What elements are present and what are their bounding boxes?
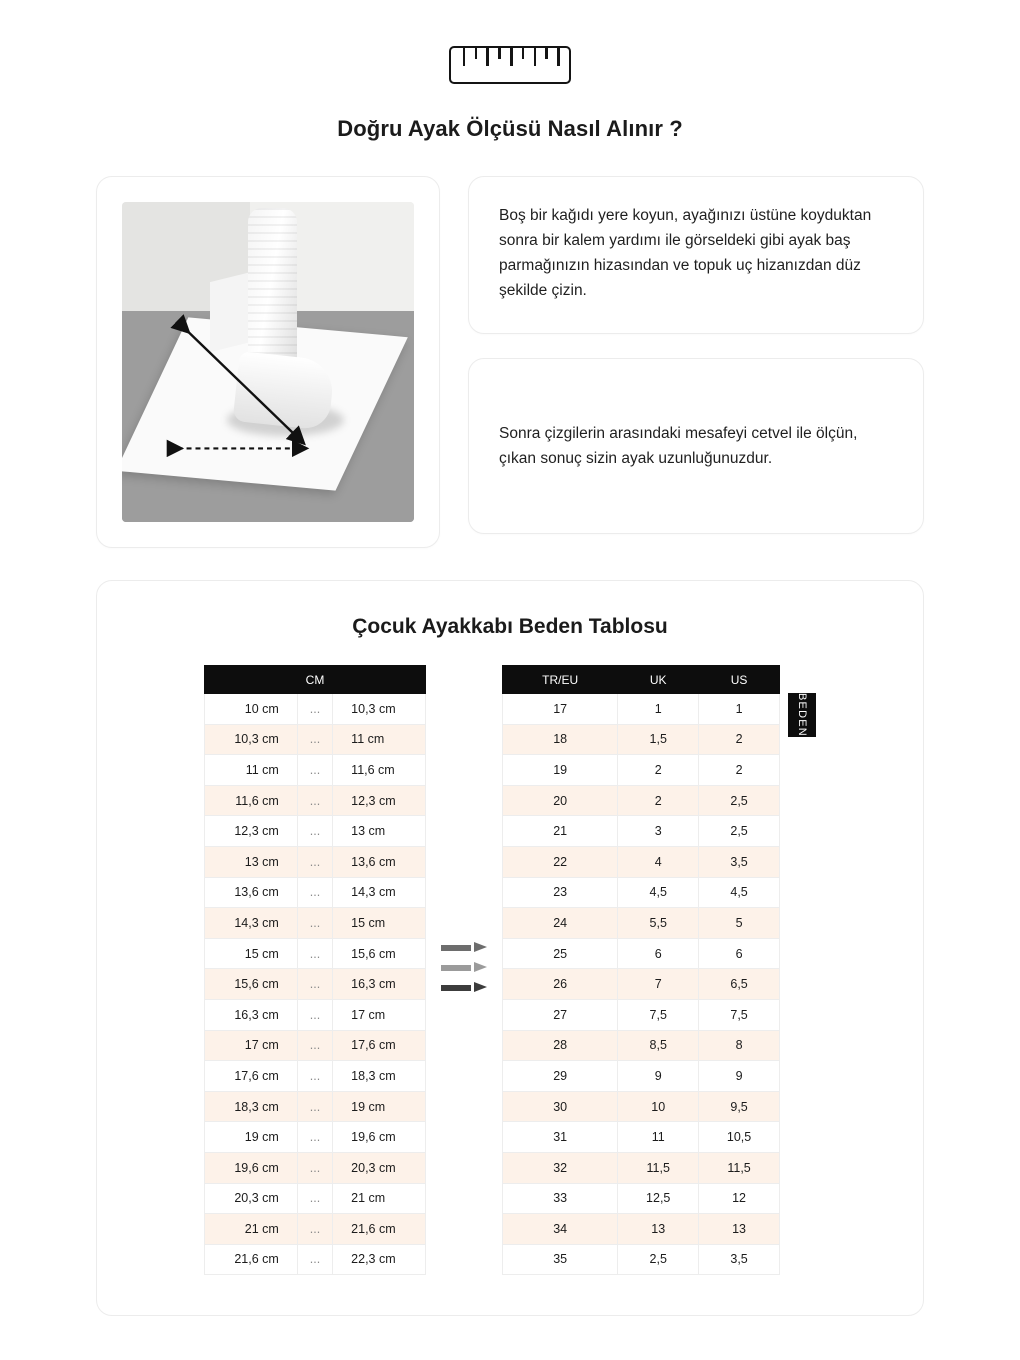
cm-min-cell: 13 cm (205, 846, 298, 877)
cm-dots-cell: ... (297, 1061, 332, 1092)
ruler-tick (498, 48, 501, 59)
size-cell: 8,5 (618, 1030, 699, 1061)
table-row (205, 1122, 426, 1153)
size-cell: 7,5 (618, 999, 699, 1030)
cm-max-cell: 15,6 cm (333, 938, 426, 969)
table-row (205, 908, 426, 939)
instruction-step-1: Boş bir kağıdı yere koyun, ayağınızı üstüne koyduktan sonra bir kalem yardımı ile görseldeki gibi ayak baş parmağınızın hizasından ve topuk uç hizanızdan düz şekilde çizin. (468, 176, 924, 334)
table-row (205, 877, 426, 908)
table-row (503, 1244, 780, 1275)
cm-min-cell: 11 cm (205, 755, 298, 786)
cm-min-cell: 18,3 cm (205, 1091, 298, 1122)
table-row (503, 1214, 780, 1245)
cm-min-cell: 21,6 cm (205, 1244, 298, 1275)
table-row (205, 1214, 426, 1245)
table-row (205, 816, 426, 847)
size-table-title: Çocuk Ayakkabı Beden Tablosu (352, 615, 668, 638)
size-cell: 3,5 (699, 1244, 780, 1275)
size-cell: 18 (503, 724, 618, 755)
arrow-icon-3 (441, 982, 487, 993)
size-cell: 8 (699, 1030, 780, 1061)
size-cell: 7,5 (699, 999, 780, 1030)
table-row (503, 1091, 780, 1122)
size-cell: 5 (699, 908, 780, 939)
cm-max-cell: 22,3 cm (333, 1244, 426, 1275)
table-row (205, 724, 426, 755)
cm-min-cell: 15 cm (205, 938, 298, 969)
table-row (205, 999, 426, 1030)
size-cell: 3,5 (699, 846, 780, 877)
size-cell: 35 (503, 1244, 618, 1275)
page-title: Doğru Ayak Ölçüsü Nasıl Alınır ? (337, 116, 683, 141)
cm-dots-cell: ... (297, 1091, 332, 1122)
cm-max-cell: 10,3 cm (333, 694, 426, 725)
cm-dots-cell: ... (297, 938, 332, 969)
cm-dots-cell: ... (297, 1122, 332, 1153)
size-cell: 4,5 (618, 877, 699, 908)
table-row (503, 1183, 780, 1214)
cm-dots-cell: ... (297, 694, 332, 725)
size-cell: 34 (503, 1214, 618, 1245)
cm-dots-cell: ... (297, 816, 332, 847)
tables-row (97, 665, 923, 1275)
size-cell: 9,5 (699, 1091, 780, 1122)
size-cell: 9 (618, 1061, 699, 1092)
cm-table (204, 665, 426, 1275)
cm-table-body (205, 694, 426, 1275)
table-row (205, 1091, 426, 1122)
cm-table-header: CM (205, 666, 426, 694)
table-row (503, 1030, 780, 1061)
cm-min-cell: 14,3 cm (205, 908, 298, 939)
cm-dots-cell: ... (297, 1214, 332, 1245)
size-cell: 6 (618, 938, 699, 969)
foot-measure-photo (122, 202, 414, 522)
size-cell: 11 (618, 1122, 699, 1153)
size-conversion-table (502, 665, 780, 1275)
table-row (503, 846, 780, 877)
cm-dots-cell: ... (297, 877, 332, 908)
table-row (205, 1061, 426, 1092)
table-row (503, 1061, 780, 1092)
cm-min-cell: 20,3 cm (205, 1183, 298, 1214)
table-row (205, 694, 426, 725)
size-cell: 17 (503, 694, 618, 725)
arrow-icon-2 (441, 962, 487, 973)
cm-min-cell: 13,6 cm (205, 877, 298, 908)
size-cell: 5,5 (618, 908, 699, 939)
table-row (205, 755, 426, 786)
cm-max-cell: 16,3 cm (333, 969, 426, 1000)
ruler-tick (463, 48, 466, 66)
table-row (503, 908, 780, 939)
size-cell: 20 (503, 785, 618, 816)
table-row (503, 724, 780, 755)
table-row (205, 938, 426, 969)
cm-max-cell: 18,3 cm (333, 1061, 426, 1092)
table-row (503, 1152, 780, 1183)
cm-min-cell: 21 cm (205, 1214, 298, 1245)
size-table-header-row (503, 666, 780, 694)
ruler-tick (510, 48, 513, 66)
size-cell: 12 (699, 1183, 780, 1214)
ruler-tick (557, 48, 560, 66)
cm-min-cell: 15,6 cm (205, 969, 298, 1000)
cm-min-cell: 19 cm (205, 1122, 298, 1153)
size-table-header-cell: TR/EU (503, 666, 618, 694)
table-row (503, 816, 780, 847)
cm-dots-cell: ... (297, 846, 332, 877)
size-cell: 11,5 (618, 1152, 699, 1183)
size-cell: 1 (699, 694, 780, 725)
ruler-tick (534, 48, 537, 66)
size-cell: 2,5 (618, 1244, 699, 1275)
size-cell: 12,5 (618, 1183, 699, 1214)
size-cell: 1 (618, 694, 699, 725)
table-row (503, 755, 780, 786)
cm-dots-cell: ... (297, 724, 332, 755)
cm-min-cell: 12,3 cm (205, 816, 298, 847)
size-table-header-cell: US (699, 666, 780, 694)
size-cell: 13 (618, 1214, 699, 1245)
cm-dots-cell: ... (297, 1183, 332, 1214)
cm-max-cell: 19,6 cm (333, 1122, 426, 1153)
cm-max-cell: 12,3 cm (333, 785, 426, 816)
size-cell: 21 (503, 816, 618, 847)
cm-dots-cell: ... (297, 1244, 332, 1275)
instructions-section (0, 176, 1020, 548)
table-row (503, 1122, 780, 1153)
size-cell: 2 (618, 755, 699, 786)
arrow-icon-1 (441, 942, 487, 953)
size-cell: 7 (618, 969, 699, 1000)
cm-max-cell: 11,6 cm (333, 755, 426, 786)
size-cell: 13 (699, 1214, 780, 1245)
size-cell: 2 (699, 755, 780, 786)
measure-arrow-overlay (122, 202, 414, 522)
cm-min-cell: 17 cm (205, 1030, 298, 1061)
cm-min-cell: 11,6 cm (205, 785, 298, 816)
table-row (205, 969, 426, 1000)
ruler-tick (475, 48, 478, 59)
cm-max-cell: 13 cm (333, 816, 426, 847)
cm-min-cell: 19,6 cm (205, 1152, 298, 1183)
table-row (503, 969, 780, 1000)
size-table-header-cell: UK (618, 666, 699, 694)
table-row (205, 846, 426, 877)
size-cell: 6 (699, 938, 780, 969)
size-cell: 4,5 (699, 877, 780, 908)
size-cell: 26 (503, 969, 618, 1000)
cm-max-cell: 17,6 cm (333, 1030, 426, 1061)
size-cell: 9 (699, 1061, 780, 1092)
size-cell: 2,5 (699, 785, 780, 816)
cm-dots-cell: ... (297, 1152, 332, 1183)
cm-min-cell: 10 cm (205, 694, 298, 725)
size-cell: 28 (503, 1030, 618, 1061)
size-cell: 25 (503, 938, 618, 969)
size-cell: 6,5 (699, 969, 780, 1000)
cm-table-header-row (205, 666, 426, 694)
table-row (205, 1183, 426, 1214)
cm-max-cell: 14,3 cm (333, 877, 426, 908)
size-cell: 2,5 (699, 816, 780, 847)
cm-dots-cell: ... (297, 1030, 332, 1061)
cm-max-cell: 11 cm (333, 724, 426, 755)
cm-max-cell: 15 cm (333, 908, 426, 939)
cm-min-cell: 17,6 cm (205, 1061, 298, 1092)
cm-dots-cell: ... (297, 908, 332, 939)
size-cell: 32 (503, 1152, 618, 1183)
size-cell: 23 (503, 877, 618, 908)
ruler-tick (522, 48, 525, 59)
size-cell: 31 (503, 1122, 618, 1153)
cm-min-cell: 10,3 cm (205, 724, 298, 755)
size-cell: 24 (503, 908, 618, 939)
table-row (503, 877, 780, 908)
ruler-tick (486, 48, 489, 66)
ruler-tick (545, 48, 548, 59)
cm-dots-cell: ... (297, 999, 332, 1030)
cm-dots-cell: ... (297, 785, 332, 816)
table-row (205, 1152, 426, 1183)
size-cell: 4 (618, 846, 699, 877)
size-cell: 30 (503, 1091, 618, 1122)
table-row (205, 1030, 426, 1061)
table-row (205, 1244, 426, 1275)
size-cell: 33 (503, 1183, 618, 1214)
size-cell: 2 (618, 785, 699, 816)
size-cell: 27 (503, 999, 618, 1030)
size-cell: 1,5 (618, 724, 699, 755)
table-row (503, 938, 780, 969)
instruction-step-2: Sonra çizgilerin arasındaki mesafeyi cetvel ile ölçün, çıkan sonuç sizin ayak uzunluğunuzdur. (468, 358, 924, 534)
cm-max-cell: 21 cm (333, 1183, 426, 1214)
size-cell: 2 (699, 724, 780, 755)
cm-max-cell: 21,6 cm (333, 1214, 426, 1245)
size-cell: 10 (618, 1091, 699, 1122)
size-cell: 22 (503, 846, 618, 877)
size-cell: 3 (618, 816, 699, 847)
cm-max-cell: 13,6 cm (333, 846, 426, 877)
cm-dots-cell: ... (297, 755, 332, 786)
cm-max-cell: 19 cm (333, 1091, 426, 1122)
size-cell: 10,5 (699, 1122, 780, 1153)
header-icon-wrap (0, 0, 1020, 84)
size-cell: 29 (503, 1061, 618, 1092)
cm-max-cell: 20,3 cm (333, 1152, 426, 1183)
size-table-section (96, 580, 924, 1316)
size-cell: 19 (503, 755, 618, 786)
beden-side-label: BEDEN (788, 693, 816, 737)
table-row (503, 785, 780, 816)
size-table-body (503, 694, 780, 1275)
table-row (205, 785, 426, 816)
cm-min-cell: 16,3 cm (205, 999, 298, 1030)
table-row (503, 694, 780, 725)
conversion-arrows (426, 942, 502, 999)
foot-measure-photo-card (96, 176, 440, 548)
cm-max-cell: 17 cm (333, 999, 426, 1030)
size-cell: 11,5 (699, 1152, 780, 1183)
instruction-text-column (468, 176, 924, 534)
cm-dots-cell: ... (297, 969, 332, 1000)
table-row (503, 999, 780, 1030)
ruler-icon (449, 46, 571, 84)
